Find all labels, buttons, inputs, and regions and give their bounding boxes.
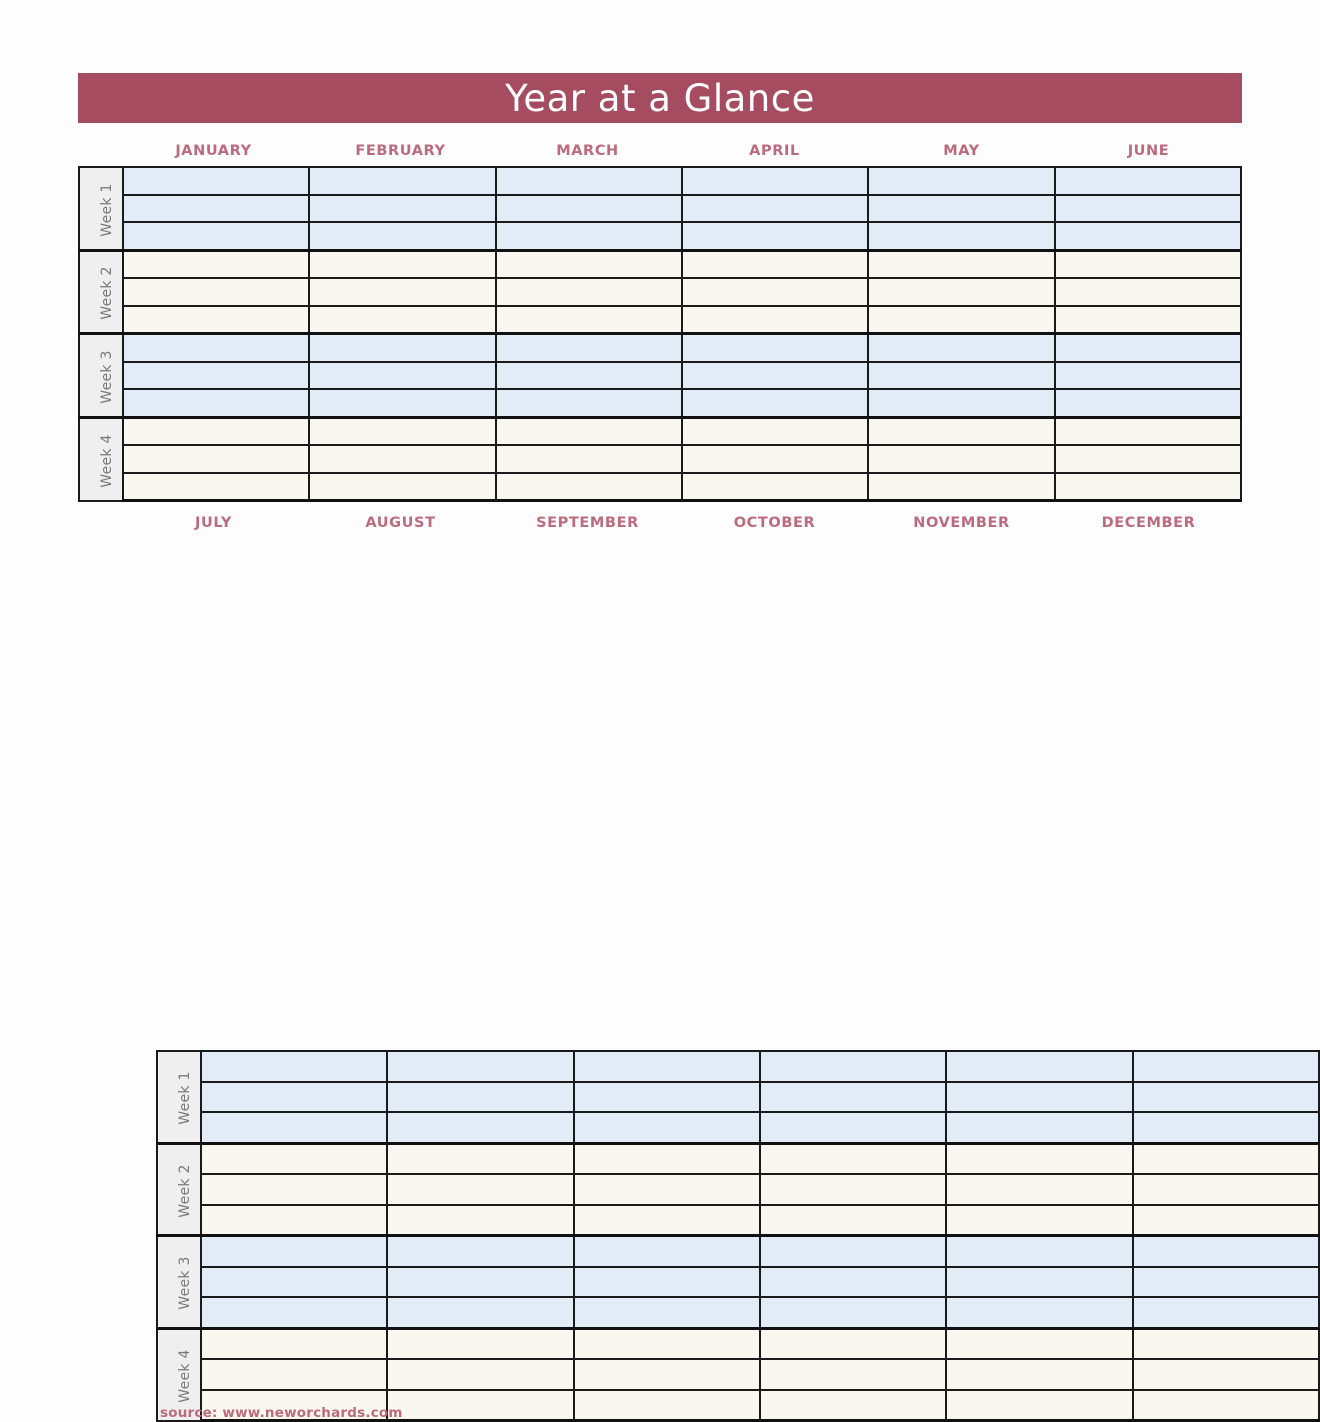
calendar-cell[interactable] — [946, 1236, 1132, 1267]
calendar-row — [79, 473, 1241, 501]
calendar-cell[interactable] — [201, 1359, 387, 1390]
month-header-october: OCTOBER — [733, 515, 816, 531]
month-header-january: JANUARY — [175, 143, 252, 159]
calendar-cell[interactable] — [387, 1143, 573, 1174]
calendar-cell[interactable] — [123, 389, 309, 417]
calendar-cell[interactable] — [123, 222, 309, 250]
calendar-grid-second-half — [156, 1050, 1320, 1422]
calendar-grid-first-half — [78, 166, 1242, 502]
source-note: source: www.neworchards.com — [160, 1405, 403, 1421]
month-header-september: SEPTEMBER — [536, 515, 639, 531]
calendar-cell[interactable] — [760, 1143, 946, 1174]
calendar-cell[interactable] — [868, 195, 1054, 223]
calendar-cell[interactable] — [123, 306, 309, 334]
calendar-cell[interactable] — [682, 222, 868, 250]
calendar-cell[interactable] — [387, 1390, 573, 1421]
calendar-row — [79, 278, 1241, 306]
calendar-cell[interactable] — [496, 250, 682, 278]
calendar-cell[interactable] — [946, 1359, 1132, 1390]
calendar-cell[interactable] — [682, 167, 868, 195]
calendar-cell[interactable] — [496, 473, 682, 501]
calendar-cell[interactable] — [574, 1328, 760, 1359]
week-label-4 — [79, 417, 123, 501]
calendar-cell[interactable] — [1133, 1082, 1319, 1113]
calendar-cell[interactable] — [1133, 1267, 1319, 1298]
calendar-cell[interactable] — [682, 417, 868, 445]
calendar-cell[interactable] — [201, 1267, 387, 1298]
calendar-cell[interactable] — [496, 278, 682, 306]
calendar-row — [157, 1082, 1319, 1113]
calendar-cell[interactable] — [760, 1236, 946, 1267]
week-label-spacer — [78, 140, 120, 162]
calendar-cell[interactable] — [1133, 1143, 1319, 1174]
calendar-cell[interactable] — [760, 1174, 946, 1205]
calendar-cell[interactable] — [868, 362, 1054, 390]
calendar-cell[interactable] — [1055, 389, 1241, 417]
week-label-text: Week 4 — [176, 1349, 193, 1403]
calendar-cell[interactable] — [387, 1328, 573, 1359]
calendar-cell[interactable] — [496, 222, 682, 250]
week-label-text: Week 1 — [98, 182, 115, 237]
calendar-cell[interactable] — [868, 334, 1054, 362]
calendar-cell[interactable] — [760, 1359, 946, 1390]
calendar-cell[interactable] — [309, 445, 495, 473]
calendar-cell[interactable] — [682, 195, 868, 223]
calendar-row — [79, 250, 1241, 278]
calendar-cell[interactable] — [574, 1174, 760, 1205]
calendar-cell[interactable] — [868, 250, 1054, 278]
calendar-cell[interactable] — [496, 417, 682, 445]
calendar-cell[interactable] — [201, 1082, 387, 1113]
calendar-cell[interactable] — [123, 417, 309, 445]
calendar-row — [157, 1112, 1319, 1143]
calendar-row — [157, 1297, 1319, 1328]
calendar-cell[interactable] — [1055, 473, 1241, 501]
calendar-cell[interactable] — [760, 1112, 946, 1143]
calendar-cell[interactable] — [387, 1236, 573, 1267]
calendar-row — [157, 1267, 1319, 1298]
calendar-cell[interactable] — [868, 222, 1054, 250]
calendar-cell[interactable] — [387, 1267, 573, 1298]
month-header-february: FEBRUARY — [355, 143, 446, 159]
calendar-cell[interactable] — [760, 1328, 946, 1359]
calendar-row — [79, 445, 1241, 473]
calendar-cell[interactable] — [1055, 362, 1241, 390]
calendar-cell[interactable] — [387, 1174, 573, 1205]
calendar-cell[interactable] — [760, 1297, 946, 1328]
calendar-cell[interactable] — [946, 1297, 1132, 1328]
calendar-cell[interactable] — [387, 1082, 573, 1113]
calendar-row — [157, 1359, 1319, 1390]
week-label-3 — [79, 334, 123, 418]
calendar-cell[interactable] — [309, 334, 495, 362]
calendar-cell[interactable] — [201, 1174, 387, 1205]
calendar-cell[interactable] — [201, 1143, 387, 1174]
calendar-row — [79, 195, 1241, 223]
week-label-text: Week 4 — [98, 433, 115, 488]
week-label-2 — [79, 250, 123, 334]
calendar-cell[interactable] — [1133, 1297, 1319, 1328]
calendar-cell[interactable] — [123, 473, 309, 501]
calendar-cell[interactable] — [496, 195, 682, 223]
week-label-text: Week 3 — [176, 1256, 193, 1311]
calendar-cell[interactable] — [1133, 1390, 1319, 1421]
calendar-cell[interactable] — [1133, 1112, 1319, 1143]
month-header-august: AUGUST — [365, 515, 436, 531]
calendar-cell[interactable] — [387, 1297, 573, 1328]
calendar-row — [157, 1236, 1319, 1267]
calendar-cell[interactable] — [946, 1328, 1132, 1359]
week-label-1 — [79, 167, 123, 250]
week-label-1 — [157, 1051, 201, 1143]
calendar-cell[interactable] — [682, 389, 868, 417]
week-label-text: Week 3 — [98, 349, 115, 404]
calendar-cell[interactable] — [309, 222, 495, 250]
calendar-cell[interactable] — [387, 1205, 573, 1236]
calendar-cell[interactable] — [1055, 195, 1241, 223]
calendar-cell[interactable] — [123, 334, 309, 362]
calendar-cell[interactable] — [201, 1205, 387, 1236]
month-header-december: DECEMBER — [1101, 515, 1196, 531]
month-header-july: JULY — [194, 515, 233, 531]
calendar-cell[interactable] — [682, 473, 868, 501]
calendar-cell[interactable] — [946, 1174, 1132, 1205]
calendar-cell[interactable] — [309, 473, 495, 501]
calendar-row — [157, 1143, 1319, 1174]
calendar-cell[interactable] — [387, 1051, 573, 1082]
calendar-cell[interactable] — [309, 278, 495, 306]
calendar-row — [79, 306, 1241, 334]
calendar-cell[interactable] — [1133, 1328, 1319, 1359]
calendar-cell[interactable] — [309, 417, 495, 445]
calendar-cell[interactable] — [946, 1143, 1132, 1174]
calendar-cell[interactable] — [309, 195, 495, 223]
calendar-cell[interactable] — [1133, 1051, 1319, 1082]
calendar-row — [157, 1051, 1319, 1082]
calendar-cell[interactable] — [682, 250, 868, 278]
calendar-cell[interactable] — [760, 1051, 946, 1082]
calendar-cell[interactable] — [309, 167, 495, 195]
calendar-cell[interactable] — [868, 445, 1054, 473]
calendar-cell[interactable] — [574, 1390, 760, 1421]
calendar-cell[interactable] — [496, 445, 682, 473]
calendar-row — [79, 389, 1241, 417]
calendar-cell[interactable] — [946, 1112, 1132, 1143]
calendar-row — [79, 362, 1241, 390]
calendar-cell[interactable] — [868, 167, 1054, 195]
calendar-cell[interactable] — [868, 278, 1054, 306]
month-header-row-second-half — [78, 512, 1242, 1421]
calendar-cell[interactable] — [574, 1051, 760, 1082]
calendar-cell[interactable] — [946, 1390, 1132, 1421]
week-label-text: Week 2 — [98, 266, 115, 321]
calendar-cell[interactable] — [309, 250, 495, 278]
calendar-cell[interactable] — [574, 1082, 760, 1113]
calendar-row — [157, 1174, 1319, 1205]
calendar-cell[interactable] — [682, 445, 868, 473]
calendar-cell[interactable] — [201, 1297, 387, 1328]
calendar-cell[interactable] — [309, 389, 495, 417]
calendar-cell[interactable] — [574, 1143, 760, 1174]
month-header-march: MARCH — [556, 143, 619, 159]
calendar-cell[interactable] — [123, 362, 309, 390]
month-header-may: MAY — [943, 143, 980, 159]
calendar-cell[interactable] — [1055, 417, 1241, 445]
calendar-cell[interactable] — [1055, 222, 1241, 250]
calendar-cell[interactable] — [760, 1267, 946, 1298]
week-label-text: Week 2 — [176, 1163, 193, 1218]
calendar-cell[interactable] — [1055, 306, 1241, 334]
calendar-cell[interactable] — [682, 306, 868, 334]
calendar-cell[interactable] — [1133, 1205, 1319, 1236]
month-header-november: NOVEMBER — [913, 515, 1010, 531]
calendar-cell[interactable] — [574, 1236, 760, 1267]
week-label-2 — [157, 1143, 201, 1236]
calendar-cell[interactable] — [123, 250, 309, 278]
calendar-cell[interactable] — [496, 334, 682, 362]
month-header-april: APRIL — [749, 143, 800, 159]
calendar-cell[interactable] — [1133, 1236, 1319, 1267]
calendar-cell[interactable] — [496, 167, 682, 195]
calendar-cell[interactable] — [574, 1112, 760, 1143]
calendar-cell[interactable] — [868, 306, 1054, 334]
calendar-cell[interactable] — [123, 167, 309, 195]
calendar-cell[interactable] — [201, 1328, 387, 1359]
calendar-cell[interactable] — [946, 1051, 1132, 1082]
calendar-cell[interactable] — [201, 1112, 387, 1143]
calendar-cell[interactable] — [1055, 278, 1241, 306]
calendar-cell[interactable] — [946, 1205, 1132, 1236]
calendar-cell[interactable] — [123, 445, 309, 473]
calendar-row — [157, 1205, 1319, 1236]
calendar-cell[interactable] — [868, 473, 1054, 501]
calendar-cell[interactable] — [760, 1390, 946, 1421]
calendar-cell[interactable] — [574, 1205, 760, 1236]
calendar-cell[interactable] — [1055, 250, 1241, 278]
calendar-cell[interactable] — [201, 1051, 387, 1082]
calendar-cell[interactable] — [760, 1082, 946, 1113]
calendar-cell[interactable] — [123, 195, 309, 223]
month-header-june: JUNE — [1127, 143, 1170, 159]
week-label-spacer — [78, 512, 120, 534]
calendar-cell[interactable] — [682, 362, 868, 390]
calendar-cell[interactable] — [387, 1359, 573, 1390]
month-header-row-first-half — [78, 140, 1242, 162]
calendar-row — [79, 222, 1241, 250]
calendar-cell[interactable] — [387, 1112, 573, 1143]
calendar-row — [79, 334, 1241, 362]
week-label-text: Week 1 — [176, 1071, 193, 1126]
calendar-cell[interactable] — [574, 1297, 760, 1328]
calendar-cell[interactable] — [574, 1267, 760, 1298]
title-banner — [78, 73, 1242, 123]
calendar-cell[interactable] — [309, 362, 495, 390]
calendar-cell[interactable] — [123, 278, 309, 306]
calendar-cell[interactable] — [1055, 334, 1241, 362]
calendar-row — [157, 1328, 1319, 1359]
week-label-3 — [157, 1236, 201, 1329]
calendar-cell[interactable] — [201, 1236, 387, 1267]
calendar-cell[interactable] — [1055, 167, 1241, 195]
calendar-cell[interactable] — [309, 306, 495, 334]
calendar-cell[interactable] — [574, 1359, 760, 1390]
calendar-cell[interactable] — [682, 334, 868, 362]
calendar-row — [79, 417, 1241, 445]
calendar-cell[interactable] — [946, 1082, 1132, 1113]
calendar-cell[interactable] — [496, 362, 682, 390]
calendar-cell[interactable] — [496, 389, 682, 417]
calendar-cell[interactable] — [1133, 1359, 1319, 1390]
calendar-cell[interactable] — [946, 1267, 1132, 1298]
calendar-cell[interactable] — [760, 1205, 946, 1236]
calendar-row — [79, 167, 1241, 195]
calendar-cell[interactable] — [868, 417, 1054, 445]
calendar-cell[interactable] — [682, 278, 868, 306]
calendar-cell[interactable] — [868, 389, 1054, 417]
page-title: Year at a Glance — [505, 76, 815, 120]
calendar-cell[interactable] — [496, 306, 682, 334]
calendar-cell[interactable] — [1055, 445, 1241, 473]
calendar-cell[interactable] — [1133, 1174, 1319, 1205]
